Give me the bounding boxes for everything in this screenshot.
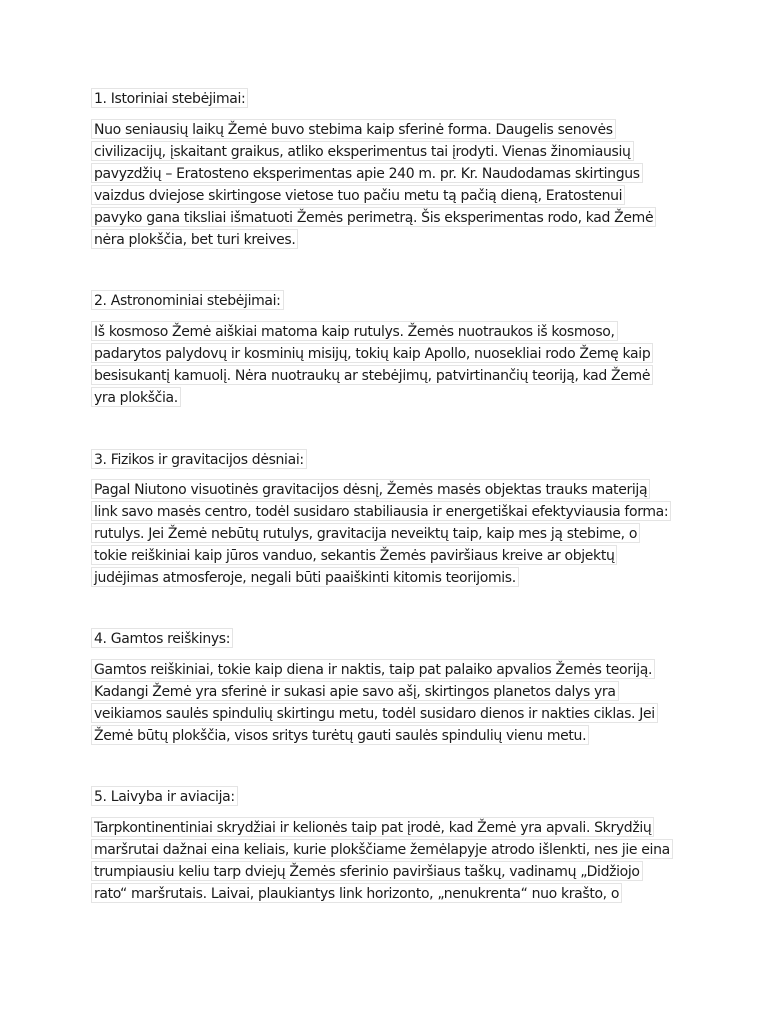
section-4-heading: 4. Gamtos reiškinys:: [91, 628, 233, 648]
section-1-line-5: pavyko gana tiksliai išmatuoti Žemės perimetrą. Šis eksperimentas rodo, kad Žemė: [91, 207, 656, 227]
section-2-line-4: yra plokščia.: [91, 387, 181, 407]
section-3-heading: 3. Fizikos ir gravitacijos dėsniai:: [91, 449, 307, 469]
section-1-line-1: Nuo seniausių laikų Žemė buvo stebima kaip sferinė forma. Daugelis senovės: [91, 119, 616, 139]
section-5-heading: 5. Laivyba ir aviacija:: [91, 786, 238, 806]
section-1-line-6: nėra plokščia, bet turi kreives.: [91, 229, 298, 249]
section-4-line-3: veikiamos saulės spindulių skirtingu metu, todėl susidaro dienos ir nakties ciklas. Jei: [91, 703, 658, 723]
section-3-line-4: tokie reiškiniai kaip jūros vanduo, sekantis Žemės paviršiaus kreive ar objektų: [91, 545, 617, 565]
section-1-line-4: vaizdus dviejose skirtingose vietose tuo pačiu metu tą pačią dieną, Eratostenui: [91, 185, 625, 205]
section-3-line-1: Pagal Niutono visuotinės gravitacijos dėsnį, Žemės masės objektas trauks materiją: [91, 479, 650, 499]
section-4-line-1: Gamtos reiškiniai, tokie kaip diena ir naktis, taip pat palaiko apvalios Žemės teoriją.: [91, 659, 655, 679]
section-2-heading: 2. Astronominiai stebėjimai:: [91, 290, 284, 310]
section-5-line-2: maršrutai dažnai eina keliais, kurie plokščiame žemėlapyje atrodo išlenkti, nes jie eina: [91, 839, 673, 859]
section-1-line-2: civilizacijų, įskaitant graikus, atliko eksperimentus tai įrodyti. Vienas žinomiausių: [91, 141, 634, 161]
section-2-line-2: padarytos palydovų ir kosminių misijų, tokių kaip Apollo, nuosekliai rodo Žemę kaip: [91, 343, 653, 363]
section-1-line-3: pavyzdžių – Eratosteno eksperimentas apie 240 m. pr. Kr. Naudodamas skirtingus: [91, 163, 643, 183]
section-5-line-4: rato“ maršrutais. Laivai, plaukiantys link horizonto, „nenukrenta“ nuo krašto, o: [91, 883, 622, 903]
section-1-heading: 1. Istoriniai stebėjimai:: [91, 88, 248, 108]
section-2-line-1: Iš kosmoso Žemė aiškiai matoma kaip rutulys. Žemės nuotraukos iš kosmoso,: [91, 321, 618, 341]
section-5-line-1: Tarpkontinentiniai skrydžiai ir kelionės taip pat įrodė, kad Žemė yra apvali. Skrydžių: [91, 817, 654, 837]
section-3-line-5: judėjimas atmosferoje, negali būti paaiškinti kitomis teorijomis.: [91, 567, 519, 587]
section-5-line-3: trumpiausiu keliu tarp dviejų Žemės sferinio paviršiaus taškų, vadinamų „Didžiojo: [91, 861, 643, 881]
section-4-line-2: Kadangi Žemė yra sferinė ir sukasi apie savo ašį, skirtingos planetos dalys yra: [91, 681, 619, 701]
section-4-line-4: Žemė būtų plokščia, visos sritys turėtų gauti saulės spindulių vienu metu.: [91, 725, 589, 745]
section-3-line-2: link savo masės centro, todėl susidaro stabiliausia ir energetiškai efektyviausia forma:: [91, 501, 671, 521]
section-2-line-3: besisukantį kamuolį. Nėra nuotraukų ar stebėjimų, patvirtinančių teoriją, kad Žemė: [91, 365, 653, 385]
section-3-line-3: rutulys. Jei Žemė nebūtų rutulys, gravitacija neveiktų taip, kaip mes ją stebime, o: [91, 523, 640, 543]
